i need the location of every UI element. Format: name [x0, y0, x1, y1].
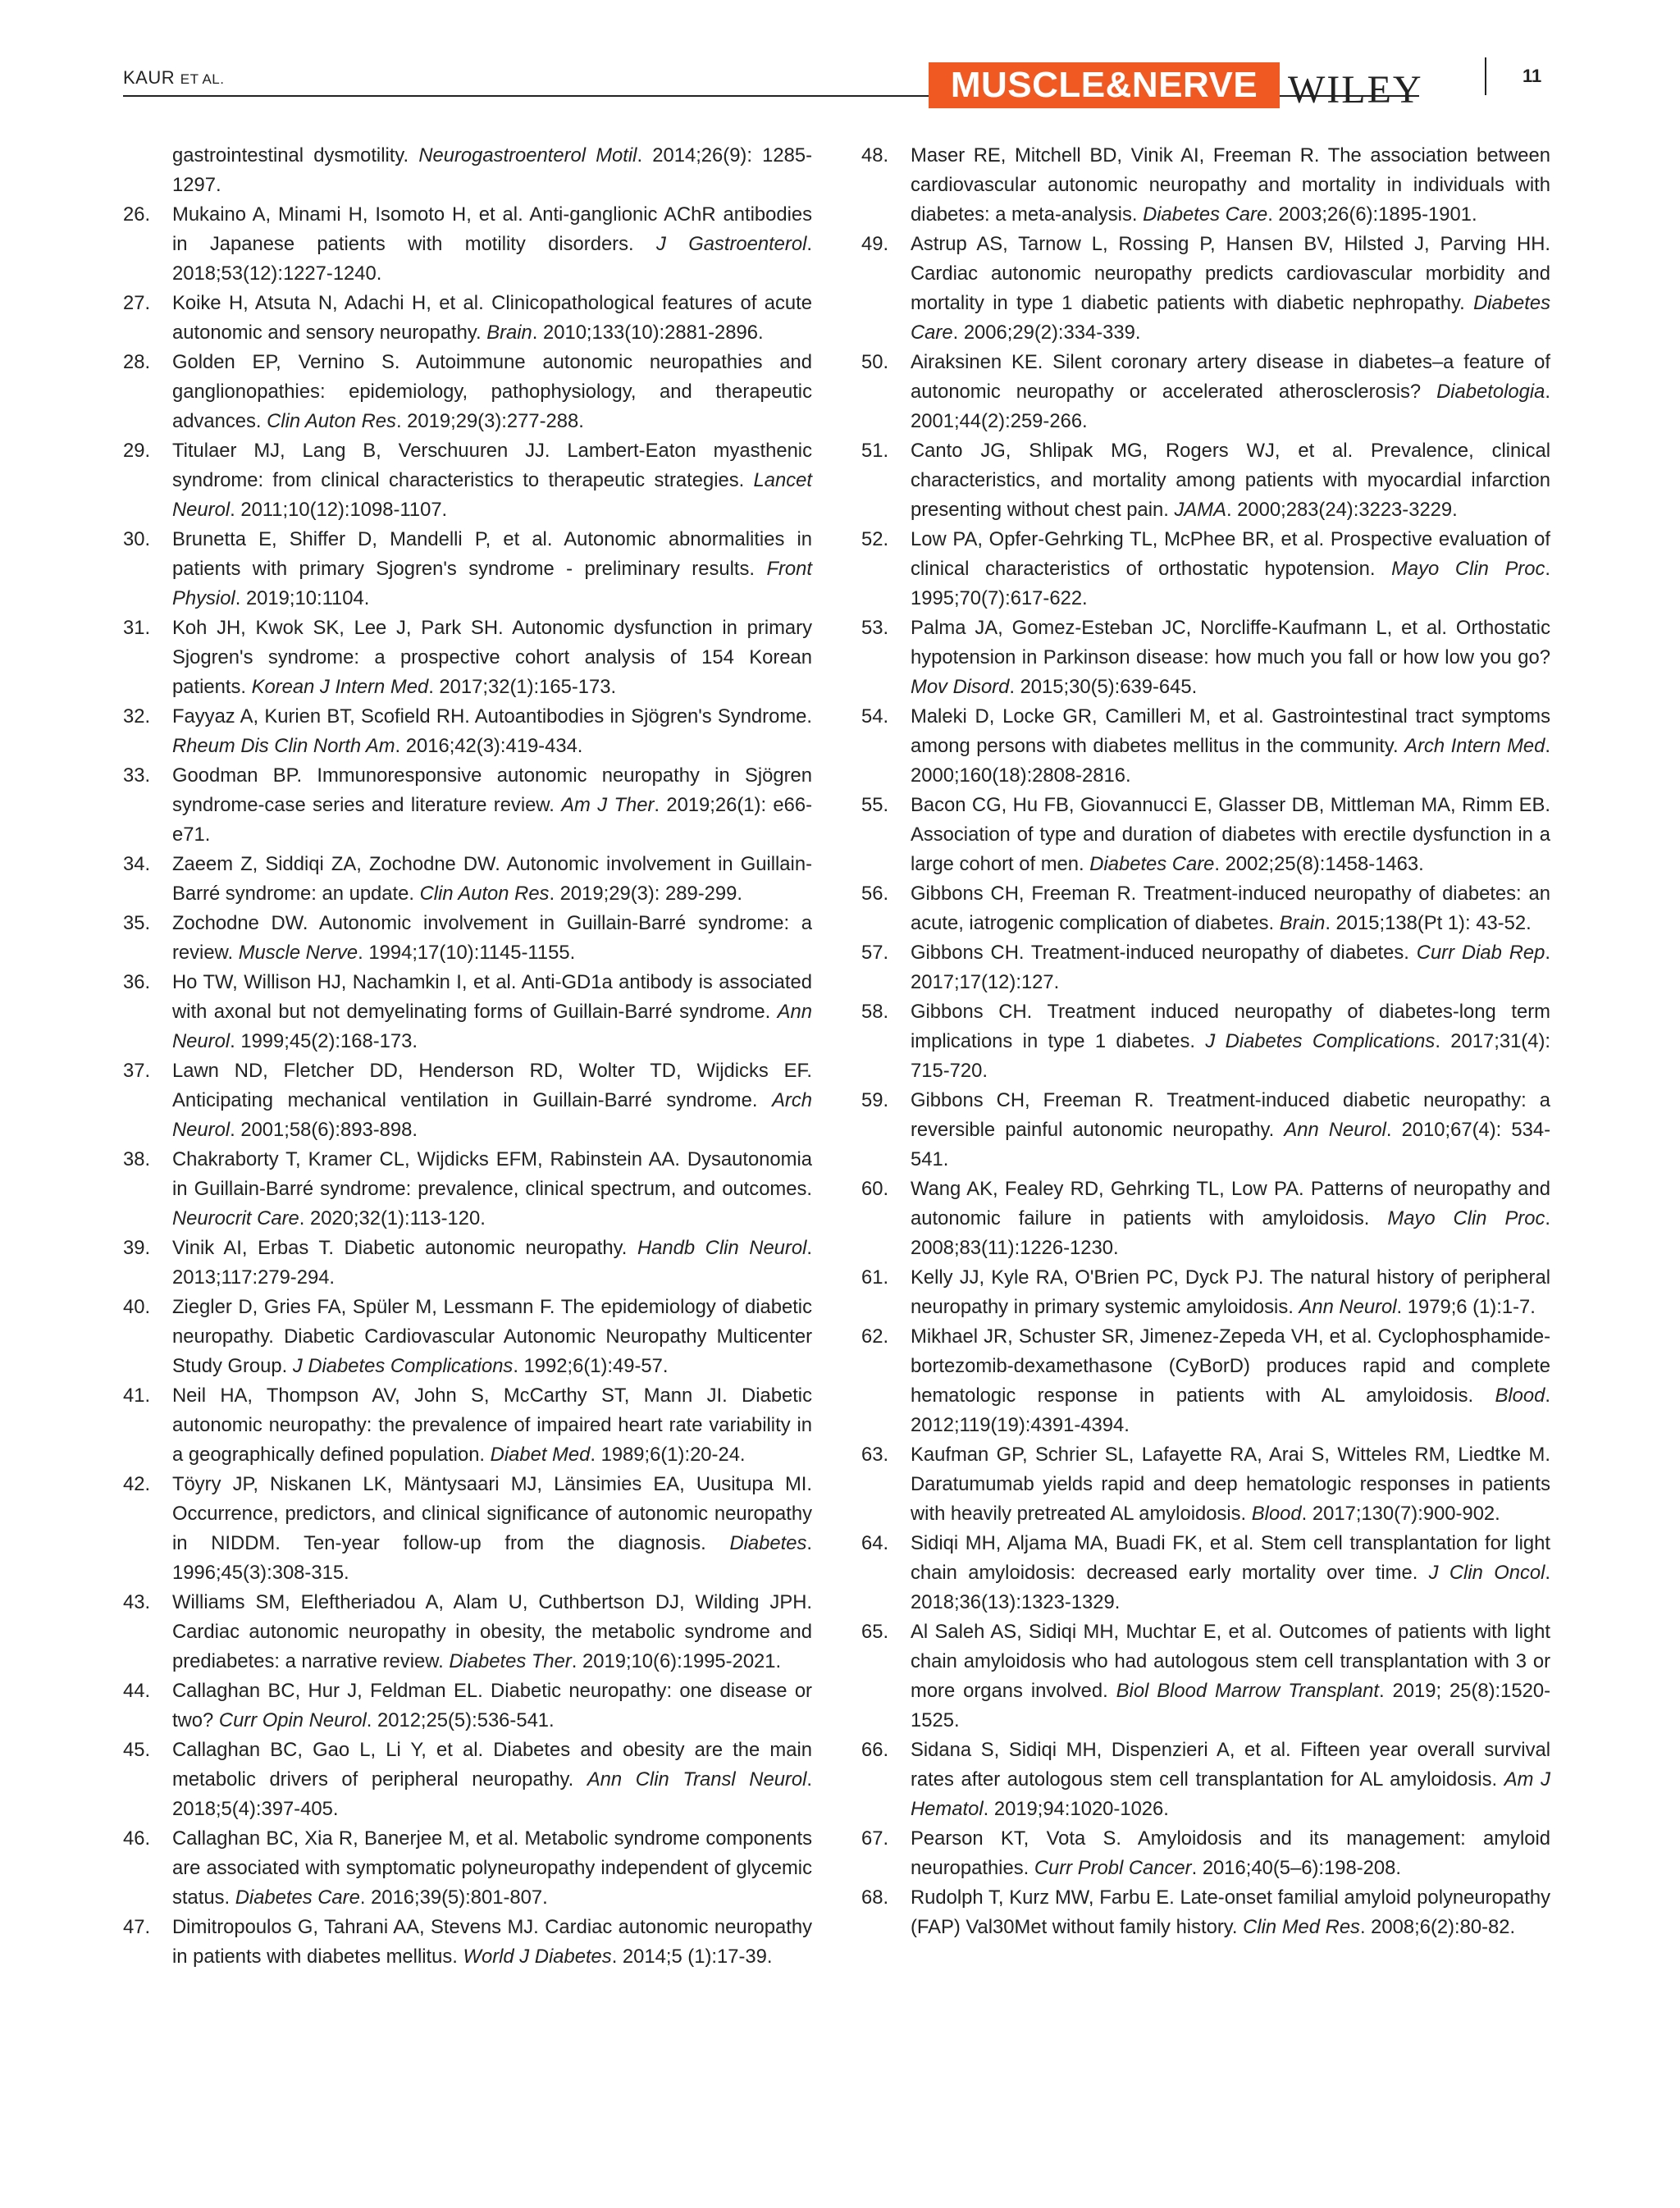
reference-item: [123, 1824, 812, 1913]
reference-item: [123, 1677, 812, 1736]
reference-item: [861, 1263, 1550, 1322]
reference-citation: . 2012;25(5):536-541.: [366, 1709, 555, 1731]
reference-journal: Diabetes Care: [911, 292, 1550, 344]
reference-citation: . 2019;94:1020-1026.: [983, 1798, 1169, 1820]
reference-number: 36.: [123, 971, 151, 993]
reference-text: Töyry JP, Niskanen LK, Mäntysaari MJ, Länsimies EA, Uusitupa MI. Occurrence, predictors, and clinical significance of autonomic neuropathy in NIDDM. Ten-year follow-up from the diagnosis.: [172, 1473, 812, 1554]
reference-item: [861, 702, 1550, 791]
reference-citation: . 2016;40(5–6):198-208.: [1191, 1857, 1401, 1879]
reference-journal: Diabetes Care: [235, 1886, 360, 1909]
reference-number: 56.: [861, 883, 889, 905]
reference-citation: . 2001;58(6):893-898.: [230, 1119, 418, 1141]
reference-number: 32.: [123, 705, 151, 728]
reference-journal: Brain: [486, 322, 532, 344]
reference-text: Gibbons CH, Freeman R. Treatment-induced neuropathy of diabetes: an acute, iatrogenic complication of diabetes.: [911, 883, 1550, 934]
reference-citation: . 1995;70(7):617-622.: [911, 558, 1550, 609]
reference-item: [123, 1381, 812, 1470]
reference-number: 64.: [861, 1532, 889, 1554]
reference-journal: JAMA: [1174, 499, 1226, 521]
reference-item: [123, 761, 812, 850]
reference-journal: Clin Auton Res: [419, 883, 550, 905]
reference-number: 40.: [123, 1296, 151, 1318]
reference-journal: Brain: [1279, 912, 1326, 934]
reference-text: Fayyaz A, Kurien BT, Scofield RH. Autoantibodies in Sjögren's Syndrome.: [172, 705, 812, 728]
reference-text: Golden EP, Vernino S. Autoimmune autonomic neuropathies and ganglionopathies: epidemiology, pathophysiology, and therapeutic advances.: [172, 351, 812, 432]
journal-logo: MUSCLE&NERVE: [929, 62, 1280, 108]
reference-citation: . 2019;26(1): e66-e71.: [172, 794, 813, 846]
reference-citation: . 2015;30(5):639-645.: [1009, 676, 1198, 698]
reference-journal: Curr Diab Rep: [1416, 942, 1545, 964]
reference-item: [861, 1440, 1550, 1529]
reference-item: [123, 850, 812, 909]
reference-text: Kelly JJ, Kyle RA, O'Brien PC, Dyck PJ. The natural history of peripheral neuropathy in primary systemic amyloidosis.: [911, 1266, 1550, 1318]
reference-item: [861, 1175, 1550, 1263]
reference-number: 60.: [861, 1178, 889, 1200]
reference-citation: . 2008;6(2):80-82.: [1359, 1916, 1516, 1938]
reference-citation: . 2000;283(24):3223-3229.: [1226, 499, 1458, 521]
reference-citation: . 1996;45(3):308-315.: [172, 1532, 812, 1584]
reference-text: Neil HA, Thompson AV, John S, McCarthy ST, Mann JI. Diabetic autonomic neuropathy: the prevalence of impaired heart rate variability in a geographically defined population.: [172, 1385, 812, 1466]
reference-item: [123, 968, 812, 1056]
reference-number: 41.: [123, 1385, 151, 1407]
reference-number: 52.: [861, 528, 889, 550]
reference-journal: Curr Opin Neurol: [218, 1709, 367, 1731]
reference-item: [861, 1824, 1550, 1883]
reference-citation: . 2018;36(13):1323-1329.: [911, 1562, 1550, 1613]
reference-number: 48.: [861, 144, 889, 167]
reference-item: [123, 614, 812, 702]
reference-item: [861, 1617, 1550, 1736]
page-header: [123, 57, 1550, 115]
reference-number: 28.: [123, 351, 151, 373]
reference-citation: . 2002;25(8):1458-1463.: [1214, 853, 1424, 875]
reference-text: Gibbons CH, Freeman R. Treatment-induced diabetic neuropathy: a reversible painful autonomic neuropathy.: [911, 1089, 1550, 1141]
reference-text: Ziegler D, Gries FA, Spüler M, Lessmann F. The epidemiology of diabetic neuropathy. Diabetic Cardiovascular Autonomic Neuropathy Multicenter Study Group.: [172, 1296, 812, 1377]
reference-citation: . 2014;26(9): 1285-1297.: [172, 144, 813, 196]
reference-journal: Mov Disord: [911, 676, 1010, 698]
reference-text: Maleki D, Locke GR, Camilleri M, et al. Gastrointestinal tract symptoms among persons with diabetes mellitus in the community.: [911, 705, 1550, 757]
reference-number: 62.: [861, 1325, 889, 1348]
references-left-column: [123, 141, 812, 1972]
reference-text: Goodman BP. Immunoresponsive autonomic neuropathy in Sjögren syndrome-case series and literature review.: [172, 764, 812, 816]
reference-number: 57.: [861, 942, 889, 964]
reference-number: 68.: [861, 1886, 889, 1909]
reference-item: [123, 525, 812, 614]
reference-journal: Blood: [1495, 1385, 1545, 1407]
reference-text: Kaufman GP, Schrier SL, Lafayette RA, Arai S, Witteles RM, Liedtke M. Daratumumab yields rapid and deep hematologic responses in patients with heavily pretreated AL amyloidosis.: [911, 1444, 1550, 1525]
reference-journal: J Diabetes Complications: [1205, 1030, 1436, 1052]
reference-citation: . 2019;10(6):1995-2021.: [571, 1650, 782, 1672]
author-suffix: ET AL.: [180, 71, 225, 87]
reference-citation: . 2014;5 (1):17-39.: [611, 1946, 773, 1968]
reference-text: Dimitropoulos G, Tahrani AA, Stevens MJ. Cardiac autonomic neuropathy in patients with diabetes mellitus.: [172, 1916, 812, 1968]
reference-item: [123, 909, 812, 968]
reference-number: 35.: [123, 912, 151, 934]
reference-item: [861, 791, 1550, 879]
reference-citation: . 2000;160(18):2808-2816.: [911, 735, 1550, 787]
reference-item: [861, 1883, 1550, 1942]
reference-item: [123, 1736, 812, 1824]
reference-journal: J Clin Oncol: [1428, 1562, 1545, 1584]
reference-number: 42.: [123, 1473, 151, 1495]
reference-journal: Ann Neurol: [172, 1001, 812, 1052]
reference-journal: Biol Blood Marrow Transplant: [1116, 1680, 1379, 1702]
reference-text: Mikhael JR, Schuster SR, Jimenez-Zepeda VH, et al. Cyclophosphamide-bortezomib-dexamethasone (CyBorD) produces rapid and complete hematologic response in patients with AL amyloidosis.: [911, 1325, 1550, 1407]
reference-citation: . 1994;17(10):1145-1155.: [358, 942, 576, 964]
reference-text: Pearson KT, Vota S. Amyloidosis and its management: amyloid neuropathies.: [911, 1827, 1550, 1879]
reference-number: 34.: [123, 853, 151, 875]
reference-text: Sidana S, Sidiqi MH, Dispenzieri A, et al. Fifteen year overall survival rates after autologous stem cell transplantation for AL amyloidosis.: [911, 1739, 1550, 1791]
reference-journal: Diabetes: [729, 1532, 807, 1554]
reference-text: Koh JH, Kwok SK, Lee J, Park SH. Autonomic dysfunction in primary Sjogren's syndrome: a prospective cohort analysis of 154 Korean patients.: [172, 617, 812, 698]
reference-text: Rudolph T, Kurz MW, Farbu E. Late-onset familial amyloid polyneuropathy (FAP) Val30Met without family history.: [911, 1886, 1550, 1938]
reference-journal: Arch Intern Med: [1404, 735, 1545, 757]
reference-item: [861, 348, 1550, 436]
reference-journal: Lancet Neurol: [172, 469, 812, 521]
reference-citation: . 2011;10(12):1098-1107.: [230, 499, 448, 521]
reference-number: 26.: [123, 203, 151, 226]
reference-journal: Neurocrit Care: [172, 1207, 299, 1229]
reference-item: [123, 1470, 812, 1588]
reference-number: 55.: [861, 794, 889, 816]
reference-item: [861, 997, 1550, 1086]
reference-journal: Rheum Dis Clin North Am: [172, 735, 395, 757]
reference-item: [123, 141, 812, 200]
reference-item: [123, 436, 812, 525]
reference-item: [123, 200, 812, 289]
reference-journal: World J Diabetes: [463, 1946, 612, 1968]
reference-number: 46.: [123, 1827, 151, 1850]
reference-item: [861, 141, 1550, 230]
reference-text: Maser RE, Mitchell BD, Vinik AI, Freeman R. The association between cardiovascular autonomic neuropathy and mortality in individuals with diabetes: a meta-analysis.: [911, 144, 1550, 226]
reference-number: 30.: [123, 528, 151, 550]
reference-text: Ho TW, Willison HJ, Nachamkin I, et al. Anti-GD1a antibody is associated with axonal but not demyelinating forms of Guillain-Barré syndrome.: [172, 971, 812, 1023]
reference-text: gastrointestinal dysmotility.: [172, 144, 419, 167]
reference-journal: Diabetologia: [1436, 381, 1545, 403]
reference-item: [861, 1736, 1550, 1824]
reference-journal: Ann Clin Transl Neurol: [587, 1768, 807, 1791]
reference-number: 67.: [861, 1827, 889, 1850]
reference-text: Canto JG, Shlipak MG, Rogers WJ, et al. Prevalence, clinical characteristics, and mortality among patients with myocardial infarction presenting without chest pain.: [911, 440, 1550, 521]
reference-journal: Muscle Nerve: [238, 942, 358, 964]
reference-citation: . 2017;32(1):165-173.: [428, 676, 617, 698]
reference-item: [123, 348, 812, 436]
reference-item: [861, 879, 1550, 938]
reference-journal: Diabetes Ther: [449, 1650, 572, 1672]
reference-text: Al Saleh AS, Sidiqi MH, Muchtar E, et al. Outcomes of patients with light chain amyloidosis who had autologous stem cell transplantation with 3 or more organs involved.: [911, 1621, 1550, 1702]
reference-text: Callaghan BC, Hur J, Feldman EL. Diabetic neuropathy: one disease or two?: [172, 1680, 812, 1731]
reference-text: Vinik AI, Erbas T. Diabetic autonomic neuropathy.: [172, 1237, 637, 1259]
reference-journal: Diabetes Care: [1089, 853, 1215, 875]
reference-number: 65.: [861, 1621, 889, 1643]
reference-number: 38.: [123, 1148, 151, 1170]
reference-text: Gibbons CH. Treatment induced neuropathy of diabetes-long term implications in type 1 diabetes.: [911, 1001, 1550, 1052]
reference-number: 39.: [123, 1237, 151, 1259]
reference-journal: Ann Neurol: [1284, 1119, 1386, 1141]
reference-citation: . 2013;117:279-294.: [172, 1237, 812, 1289]
reference-text: Mukaino A, Minami H, Isomoto H, et al. Anti-ganglionic AChR antibodies in Japanese patients with motility disorders.: [172, 203, 812, 255]
reference-journal: J Diabetes Complications: [292, 1355, 514, 1377]
reference-text: Gibbons CH. Treatment-induced neuropathy of diabetes.: [911, 942, 1417, 964]
reference-citation: . 1992;6(1):49-57.: [513, 1355, 669, 1377]
reference-number: 37.: [123, 1060, 151, 1082]
reference-citation: . 2019;10:1104.: [235, 587, 370, 609]
reference-citation: . 2003;26(6):1895-1901.: [1267, 203, 1477, 226]
author-name: KAUR: [123, 67, 176, 88]
reference-journal: Handb Clin Neurol: [637, 1237, 807, 1259]
reference-text: Callaghan BC, Gao L, Li Y, et al. Diabetes and obesity are the main metabolic drivers of peripheral neuropathy.: [172, 1739, 812, 1791]
reference-number: 50.: [861, 351, 889, 373]
reference-text: Williams SM, Eleftheriadou A, Alam U, Cuthbertson DJ, Wilding JPH. Cardiac autonomic neuropathy in obesity, the metabolic syndrome and prediabetes: a narrative review.: [172, 1591, 812, 1672]
reference-citation: . 2020;32(1):113-120.: [299, 1207, 486, 1229]
reference-journal: Am J Ther: [561, 794, 655, 816]
reference-journal: Clin Auton Res: [267, 410, 396, 432]
reference-number: 43.: [123, 1591, 151, 1613]
reference-citation: . 2001;44(2):259-266.: [911, 381, 1550, 432]
reference-citation: . 2017;31(4): 715-720.: [911, 1030, 1550, 1082]
reference-text: Titulaer MJ, Lang B, Verschuuren JJ. Lambert-Eaton myasthenic syndrome: from clinical characteristics to therapeutic strategies.: [172, 440, 812, 491]
reference-item: [861, 1529, 1550, 1617]
reference-number: 47.: [123, 1916, 151, 1938]
reference-text: Brunetta E, Shiffer D, Mandelli P, et al. Autonomic abnormalities in patients with primary Sjogren's syndrome - preliminary results.: [172, 528, 812, 580]
reference-number: 63.: [861, 1444, 889, 1466]
reference-text: Low PA, Opfer-Gehrking TL, McPhee BR, et al. Prospective evaluation of clinical characteristics of orthostatic hypotension.: [911, 528, 1550, 580]
reference-journal: J Gastroenterol: [655, 233, 807, 255]
reference-citation: . 2010;67(4): 534-541.: [911, 1119, 1550, 1170]
reference-journal: Curr Probl Cancer: [1034, 1857, 1192, 1879]
reference-number: 44.: [123, 1680, 151, 1702]
reference-citation: . 2008;83(11):1226-1230.: [911, 1207, 1550, 1259]
reference-journal: Ann Neurol: [1299, 1296, 1397, 1318]
reference-journal: Neurogastroenterol Motil: [418, 144, 637, 167]
reference-number: 33.: [123, 764, 151, 787]
reference-number: 49.: [861, 233, 889, 255]
reference-text: Zaeem Z, Siddiqi ZA, Zochodne DW. Autonomic involvement in Guillain-Barré syndrome: an update.: [172, 853, 812, 905]
reference-citation: . 2017;130(7):900-902.: [1301, 1503, 1500, 1525]
reference-item: [123, 289, 812, 348]
page-number: 11: [1522, 66, 1542, 86]
reference-number: 61.: [861, 1266, 889, 1289]
reference-text: Sidiqi MH, Aljama MA, Buadi FK, et al. Stem cell transplantation for light chain amyloidosis: decreased early mortality over time.: [911, 1532, 1550, 1584]
reference-journal: Mayo Clin Proc: [1387, 1207, 1545, 1229]
reference-number: 54.: [861, 705, 889, 728]
reference-text: Zochodne DW. Autonomic involvement in Guillain-Barré syndrome: a review.: [172, 912, 812, 964]
header-vertical-rule: [1485, 57, 1486, 95]
reference-item: [861, 230, 1550, 348]
reference-text: Astrup AS, Tarnow L, Rossing P, Hansen BV, Hilsted J, Parving HH. Cardiac autonomic neuropathy predicts cardiovascular morbidity and mortality in type 1 diabetic patients with diabetic nephropathy.: [911, 233, 1550, 314]
reference-citation: . 2018;5(4):397-405.: [172, 1768, 812, 1820]
reference-text: Airaksinen KE. Silent coronary artery disease in diabetes–a feature of autonomic neuropathy or accelerated atherosclerosis?: [911, 351, 1550, 403]
reference-citation: . 2019; 25(8):1520-1525.: [911, 1680, 1550, 1731]
reference-item: [123, 1588, 812, 1677]
reference-citation: . 1999;45(2):168-173.: [230, 1030, 418, 1052]
reference-journal: Clin Med Res: [1243, 1916, 1360, 1938]
reference-item: [861, 436, 1550, 525]
reference-text: Bacon CG, Hu FB, Giovannucci E, Glasser DB, Mittleman MA, Rimm EB. Association of type and duration of diabetes with erectile dysfunction in a large cohort of men.: [911, 794, 1550, 875]
reference-citation: . 1979;6 (1):1-7.: [1396, 1296, 1536, 1318]
reference-number: 59.: [861, 1089, 889, 1111]
reference-number: 53.: [861, 617, 889, 639]
reference-citation: . 2016;39(5):801-807.: [359, 1886, 548, 1909]
reference-text: Chakraborty T, Kramer CL, Wijdicks EFM, Rabinstein AA. Dysautonomia in Guillain-Barré syndrome: prevalence, clinical spectrum, and outcomes.: [172, 1148, 812, 1200]
references-right-column: [861, 141, 1550, 1942]
reference-citation: . 2012;119(19):4391-4394.: [911, 1385, 1550, 1436]
reference-text: Palma JA, Gomez-Esteban JC, Norcliffe-Kaufmann L, et al. Orthostatic hypotension in Parkinson disease: how much you fall or how low you go?: [911, 617, 1550, 668]
reference-citation: . 2006;29(2):334-339.: [952, 322, 1141, 344]
reference-item: [861, 938, 1550, 997]
reference-item: [123, 1293, 812, 1381]
reference-journal: Arch Neurol: [172, 1089, 812, 1141]
reference-text: Koike H, Atsuta N, Adachi H, et al. Clinicopathological features of acute autonomic and sensory neuropathy.: [172, 292, 812, 344]
reference-item: [861, 1086, 1550, 1175]
reference-journal: Diabetes Care: [1143, 203, 1268, 226]
reference-citation: . 2017;17(12):127.: [911, 942, 1550, 993]
reference-item: [123, 1234, 812, 1293]
reference-citation: . 2015;138(Pt 1): 43-52.: [1325, 912, 1532, 934]
reference-number: 31.: [123, 617, 151, 639]
reference-number: 27.: [123, 292, 151, 314]
reference-item: [861, 614, 1550, 702]
reference-citation: . 2018;53(12):1227-1240.: [172, 233, 812, 285]
reference-text: Callaghan BC, Xia R, Banerjee M, et al. Metabolic syndrome components are associated with symptomatic polyneuropathy independent of glycemic status.: [172, 1827, 812, 1909]
reference-citation: . 2019;29(3): 289-299.: [549, 883, 742, 905]
reference-text: Wang AK, Fealey RD, Gehrking TL, Low PA. Patterns of neuropathy and autonomic failure in patients with amyloidosis.: [911, 1178, 1550, 1229]
reference-item: [123, 1056, 812, 1145]
reference-item: [861, 525, 1550, 614]
reference-journal: Am J Hematol: [911, 1768, 1550, 1820]
reference-text: Lawn ND, Fletcher DD, Henderson RD, Wolter TD, Wijdicks EF. Anticipating mechanical ventilation in Guillain-Barré syndrome.: [172, 1060, 812, 1111]
reference-citation: . 1989;6(1):20-24.: [590, 1444, 746, 1466]
reference-citation: . 2019;29(3):277-288.: [395, 410, 584, 432]
reference-journal: Korean J Intern Med: [251, 676, 429, 698]
reference-item: [123, 1913, 812, 1972]
reference-number: 29.: [123, 440, 151, 462]
reference-citation: . 2016;42(3):419-434.: [395, 735, 583, 757]
reference-number: 45.: [123, 1739, 151, 1761]
publisher-logo: WILEY: [1288, 68, 1423, 112]
reference-number: 58.: [861, 1001, 889, 1023]
reference-number: 66.: [861, 1739, 889, 1761]
reference-journal: Blood: [1251, 1503, 1302, 1525]
reference-item: [123, 1145, 812, 1234]
reference-journal: Mayo Clin Proc: [1391, 558, 1545, 580]
reference-citation: . 2010;133(10):2881-2896.: [532, 322, 764, 344]
reference-journal: Diabet Med: [490, 1444, 591, 1466]
running-head: [123, 67, 224, 89]
reference-item: [123, 702, 812, 761]
reference-number: 51.: [861, 440, 889, 462]
reference-journal: Front Physiol: [172, 558, 812, 609]
reference-item: [861, 1322, 1550, 1440]
